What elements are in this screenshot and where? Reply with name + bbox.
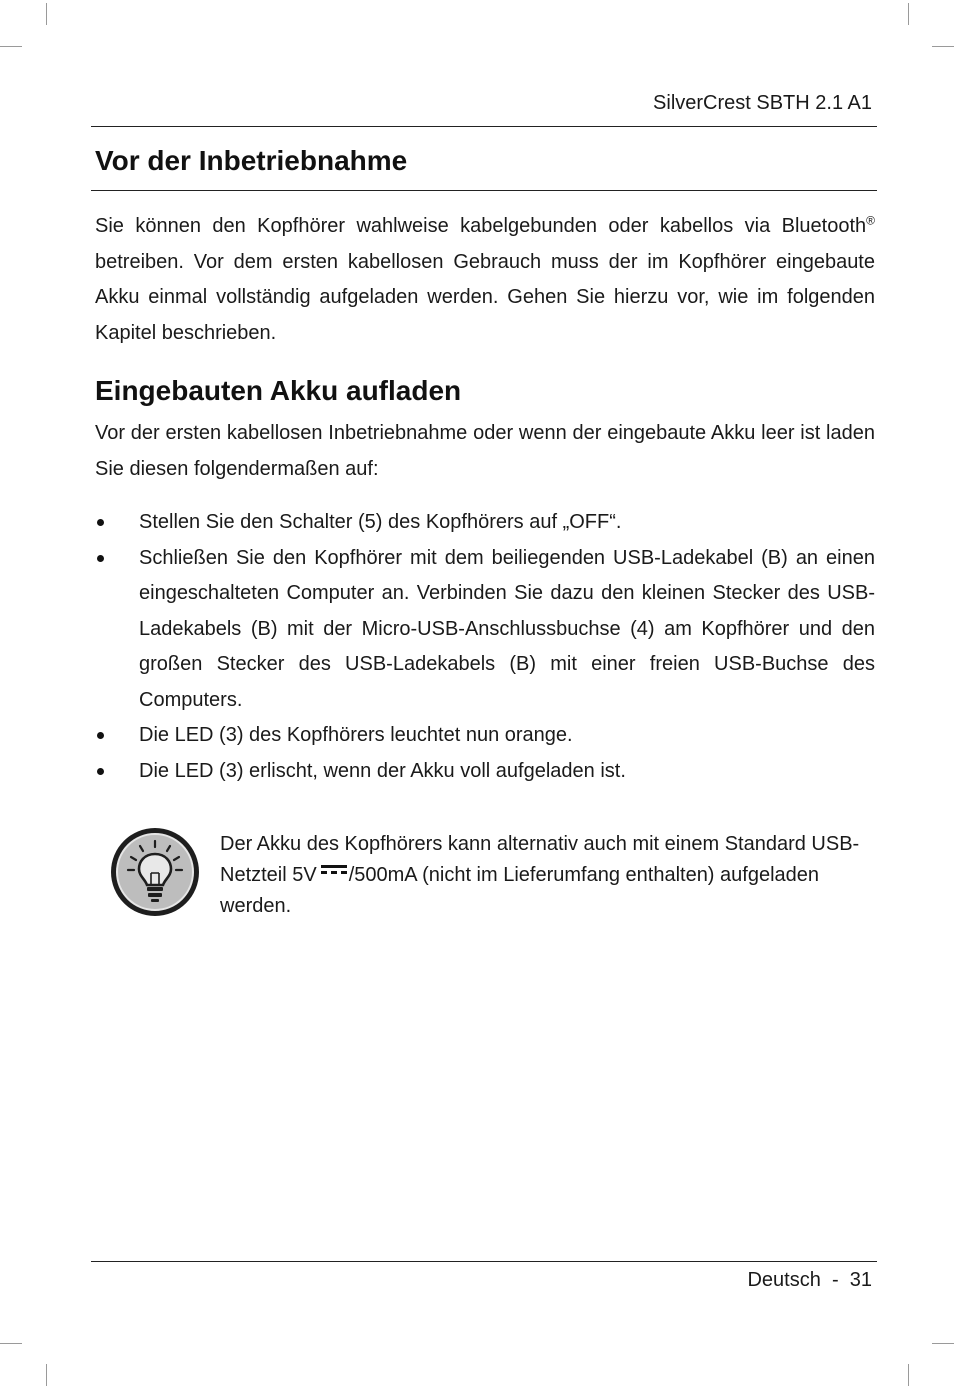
registered-mark: ® [866, 213, 875, 228]
list-item [95, 754, 875, 790]
running-footer [747, 1269, 872, 1292]
crop-mark [908, 1364, 909, 1386]
dc-voltage-icon [321, 863, 347, 877]
charge-intro-paragraph: Vor der ersten kabellosen Inbetriebnahme oder wenn der eingebaute Akku leer ist laden Sie diesen folgendermaßen auf: [95, 422, 875, 480]
section-title-rule [91, 190, 877, 191]
intro-text-part-2: betreiben. Vor dem ersten kabellosen Gebrauch muss der im Kopfhörer eingebaute Akku einmal vollständig aufgeladen werden. Gehen Sie hierzu vor, wie im folgenden Kapitel beschrieben. [95, 250, 875, 344]
page-number: 31 [849, 1269, 872, 1291]
list-item [95, 505, 875, 541]
charge-steps-list [95, 505, 875, 789]
footer-language: Deutsch [747, 1269, 821, 1291]
crop-mark [0, 1343, 22, 1344]
tip-text-part-2: /500mA (nicht im Lieferumfang enthalten) aufgeladen werden. [220, 864, 820, 917]
section-title-charge-battery: Eingebauten Akku aufladen [95, 375, 462, 406]
crop-mark [0, 46, 22, 47]
bullet-icon [97, 519, 104, 526]
bullet-icon [97, 732, 104, 739]
section-title-before-use: Vor der Inbetriebnahme [95, 145, 408, 176]
footer-separator: - [831, 1269, 839, 1291]
list-item-text: Die LED (3) erlischt, wenn der Akku voll aufgeladen ist. [139, 759, 626, 782]
footer-rule [91, 1261, 877, 1262]
list-item [95, 718, 875, 754]
crop-mark [908, 3, 909, 25]
crop-mark [46, 1364, 47, 1386]
tip-text-part-1: Der Akku des Kopfhörers kann alternativ auch mit einem Standard USB-Netzteil 5V [220, 833, 860, 886]
lightbulb-icon [110, 827, 200, 917]
bullet-icon [97, 768, 104, 775]
list-item [95, 541, 875, 719]
list-item-text: Schließen Sie den Kopfhörer mit dem beiliegenden USB-Ladekabel (B) an einen eingeschalteten Computer an. Verbinden Sie dazu den kleinen Stecker des USB-Ladekabels (B) mit der Micro-USB-Anschlussbuchse (4) am Kopfhörer und den großen Stecker des USB-Ladekabels (B) mit einer freien USB-Buchse des Computers. [139, 546, 875, 711]
tip-text [220, 829, 870, 922]
list-item-text: Die LED (3) des Kopfhörers leuchtet nun orange. [139, 724, 573, 746]
bullet-icon [97, 555, 104, 562]
header-rule [91, 126, 877, 127]
list-item-text: Stellen Sie den Schalter (5) des Kopfhörers auf „OFF“. [139, 511, 622, 533]
crop-mark [932, 46, 954, 47]
crop-mark [46, 3, 47, 25]
intro-text-part-1: Sie können den Kopfhörer wahlweise kabelgebunden oder kabellos via Bluetooth [95, 215, 867, 237]
crop-mark [932, 1343, 954, 1344]
intro-paragraph [95, 209, 875, 351]
running-header: SilverCrest SBTH 2.1 A1 [653, 92, 872, 114]
